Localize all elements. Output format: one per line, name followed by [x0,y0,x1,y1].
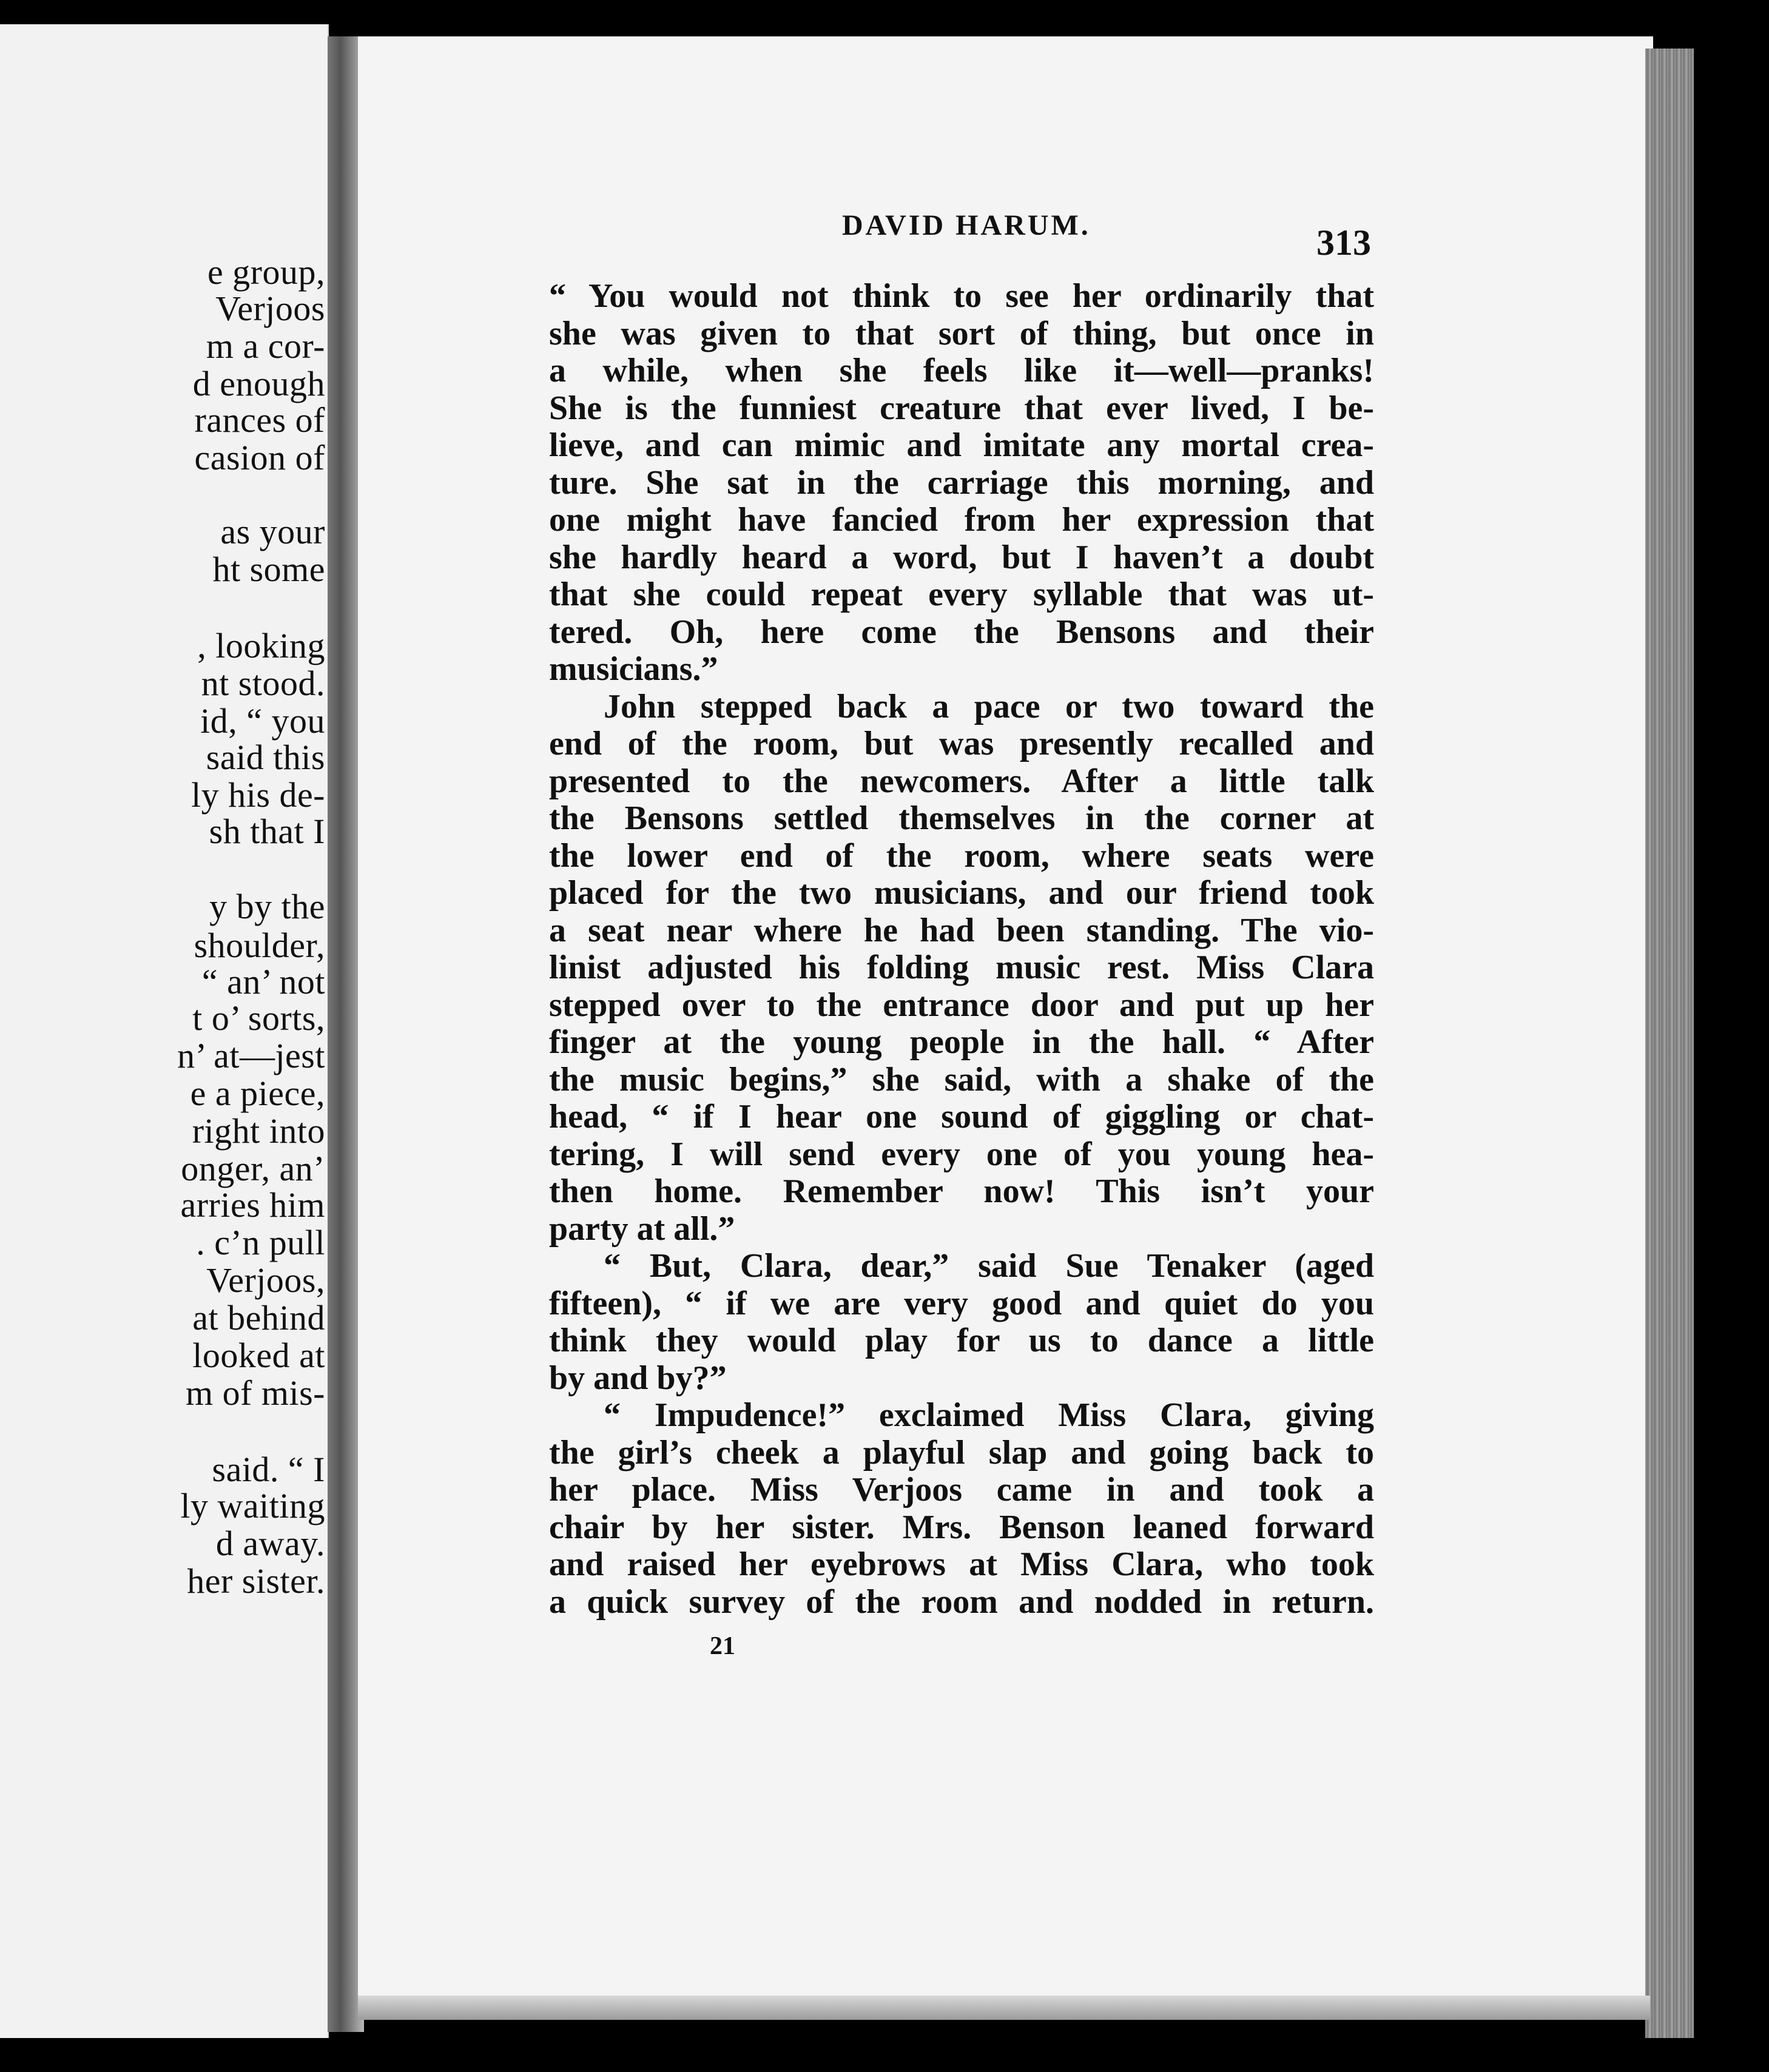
signature-mark: 21 [710,1632,735,1660]
text-line: “ But, Clara, dear,” said Sue Tenaker (aged [604,1247,1374,1285]
running-head: DAVID HARUM. [842,209,1091,241]
left-page-line: arries him [180,1185,325,1225]
left-page-line: Verjoos [215,289,325,328]
text-line: “ You would not think to see her ordinarily that [549,277,1374,315]
text-line: and raised her eyebrows at Miss Clara, who took [549,1546,1374,1583]
text-line: chair by her sister. Mrs. Benson leaned forward [549,1508,1374,1546]
text-line: she hardly heard a word, but I haven’t a doubt [549,538,1374,576]
text-line: that she could repeat every syllable that was ut- [549,576,1374,613]
left-page-line: at behind [192,1298,325,1337]
page-block-edge [1645,49,1694,2038]
left-facing-page [0,24,329,2038]
text-line: her place. Miss Verjoos came in and took a [549,1471,1374,1509]
text-line: the music begins,” she said, with a shake of the [549,1060,1374,1098]
left-page-line: ht some [212,550,325,589]
text-line: fifteen), “ if we are very good and quiet do you [549,1284,1374,1322]
left-page-line: t o’ sorts, [192,998,325,1038]
text-line: the girl’s cheek a playful slap and going back to [549,1433,1374,1472]
text-line: a quick survey of the room and nodded in return. [549,1583,1374,1621]
text-line: musicians.” [549,650,718,688]
text-line: presented to the newcomers. After a little talk [549,762,1374,800]
left-page-line: d enough [192,364,325,403]
text-line: one might have fancied from her expression that [549,501,1374,539]
left-page-line: ly his de- [191,775,325,815]
text-line: head, “ if I hear one sound of giggling or chat- [549,1098,1374,1135]
left-page-line: sh that I [209,812,325,851]
left-page-line: e a piece, [190,1074,325,1113]
text-line: a seat near where he had been standing. The vio- [549,911,1374,949]
body-text [549,278,1374,1621]
text-line: placed for the two musicians, and our friend took [549,874,1374,912]
text-line: ture. She sat in the carriage this morning, and [549,463,1374,502]
left-page-line: casion of [194,438,325,477]
text-line: tering, I will send every one of you young hea- [549,1135,1374,1173]
left-page-line: her sister. [187,1561,325,1601]
text-line: “ Impudence!” exclaimed Miss Clara, giving [604,1396,1374,1434]
left-page-line: onger, an’ [181,1149,325,1188]
text-line: the lower end of the room, where seats were [549,836,1374,875]
left-page-line: ly waiting [180,1486,325,1525]
text-line: John stepped back a pace or two toward the [604,687,1374,725]
left-page-line: e group, [207,252,325,292]
text-line: tered. Oh, here come the Bensons and their [549,613,1374,651]
left-page-line: as your [220,512,325,551]
left-page-line: y by the [209,887,325,926]
text-line: end of the room, but was presently recalled and [549,725,1374,762]
text-line: lieve, and can mimic and imitate any mortal crea- [549,426,1374,464]
left-page-line: rances of [194,400,325,440]
page-number: 313 [1316,223,1371,263]
text-line: linist adjusted his folding music rest. Miss Clara [549,949,1374,986]
left-page-line: id, “ you [200,701,325,741]
left-page-line: . c’n pull [196,1223,325,1262]
left-page-line: , looking [197,626,325,665]
text-line: finger at the young people in the hall. “ After [549,1023,1374,1061]
text-line: She is the funniest creature that ever lived, I be- [549,389,1374,427]
text-line: she was given to that sort of thing, but once in [549,314,1374,352]
left-page-line: looked at [192,1336,325,1375]
page-bottom-shadow [358,1996,1650,2020]
left-page-line: “ an’ not [201,962,325,1001]
text-line: by and by?” [549,1359,727,1397]
left-page-line: nt stood. [201,664,325,703]
text-line: the Bensons settled themselves in the corner at [549,799,1374,837]
text-line: think they would play for us to dance a little [549,1322,1374,1359]
left-page-line: shoulder, [194,926,325,965]
text-line: then home. Remember now! This isn’t your [549,1172,1374,1210]
left-page-line: m of mis- [185,1373,325,1413]
left-page-line: right into [192,1111,325,1151]
left-page-line: m a cor- [206,326,325,366]
left-page-line: Verjoos, [206,1260,325,1300]
left-page-line: n’ at—jest [177,1036,325,1075]
left-page-line: d away. [215,1524,325,1563]
left-page-line: said this [206,738,325,777]
left-page-line: said. “ I [212,1450,325,1489]
text-line: party at all.” [549,1209,735,1248]
text-line: a while, when she feels like it—well—pranks! [549,352,1374,389]
text-line: stepped over to the entrance door and put up her [549,986,1374,1024]
